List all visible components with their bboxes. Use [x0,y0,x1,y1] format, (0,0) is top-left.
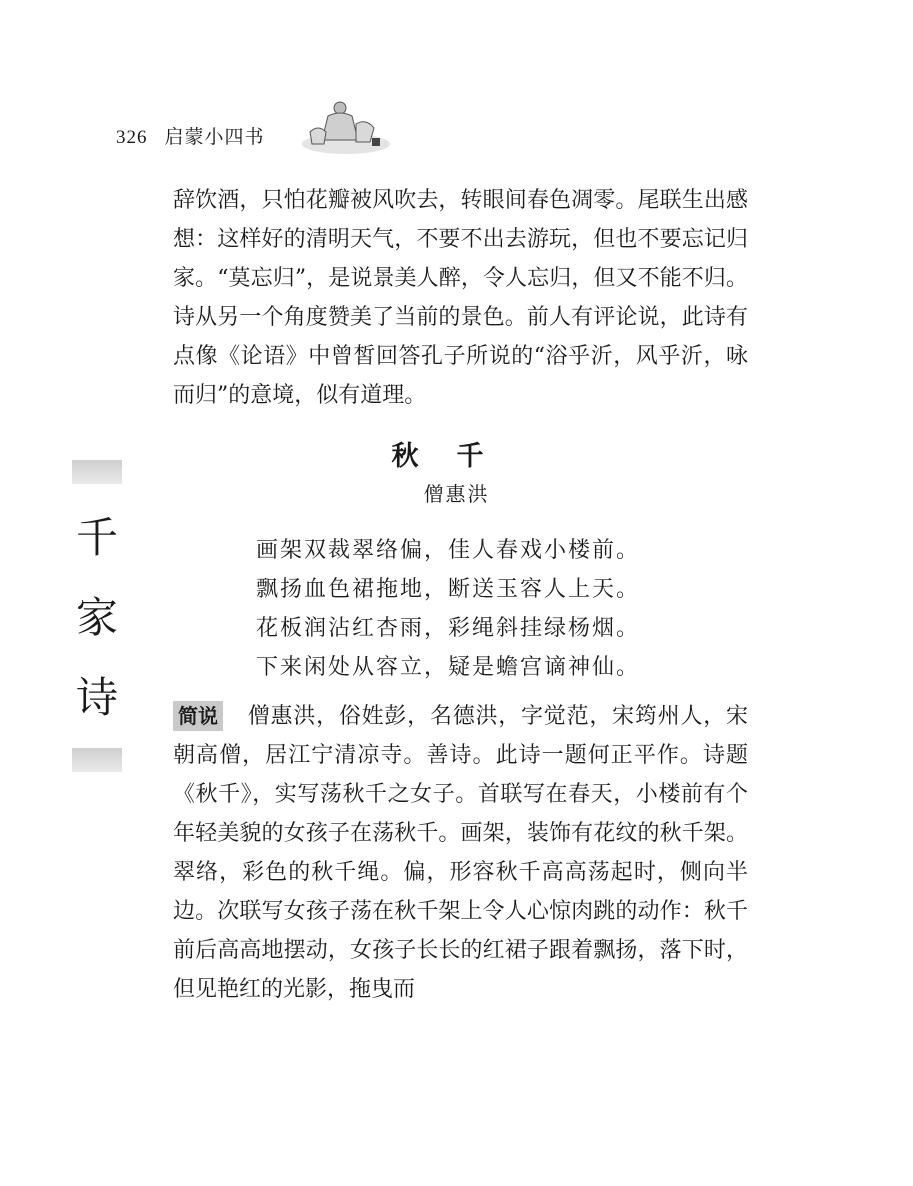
commentary-block [173,697,748,1009]
poem-author: 僧惠洪 [423,482,490,506]
poem-body [256,531,640,687]
intro-paragraph: 辞饮酒，只怕花瓣被风吹去，转眼间春色凋零。尾联生出感想：这样好的清明天气，不要不出去游玩，但也不要忘记归家。“莫忘归”，是说景美人醉，令人忘归，但又不能不归。诗从另一个角度赞美了当前的景色。前人有评论说，此诗有点像《论语》中曾皙回答孔子所说的“浴乎沂，风乎沂，咏而归”的意境，似有道理。 [173,188,748,408]
page-number: 326 [116,127,148,148]
poem-line: 下来闲处从容立，疑是蟾宫谪神仙。 [256,655,641,680]
poem-line: 花板润沾红杏雨，彩绳斜挂绿杨烟。 [256,616,641,641]
commentary-text: 僧惠洪，俗姓彭，名德洪，字觉范，宋筠州人，宋朝高僧，居江宁清凉寺。善诗。此诗一题何正平作。诗题《秋千》，实写荡秋千之女子。首联写在春天，小楼前有个年轻美貌的女孩子在荡秋千。画架，装饰有花纹的秋千架。翠络，彩色的秋千绳。偏，形容秋千高高荡起时，侧向半边。次联写女孩子荡在秋千架上令人心惊肉跳的动作：秋千前后高高地摆动，女孩子长长的红裙子跟着飘扬，落下时，但见艳红的光影，拖曳而 [173,704,748,1002]
poem-line: 画架双裁翠络偏，佳人春戏小楼前。 [256,538,641,563]
poem-title: 秋千 [391,441,522,472]
side-bar-bottom [72,748,122,772]
header-illustration [300,98,392,156]
intro-block [173,181,748,415]
side-char: 千 [75,513,118,562]
poem-line: 飘扬血色裙拖地，断送玉容人上天。 [256,577,641,602]
book-title: 启蒙小四书 [164,126,265,148]
side-char: 家 [75,593,118,642]
page-header [116,122,265,149]
commentary-label: 简说 [173,701,223,731]
side-char: 诗 [75,673,118,722]
